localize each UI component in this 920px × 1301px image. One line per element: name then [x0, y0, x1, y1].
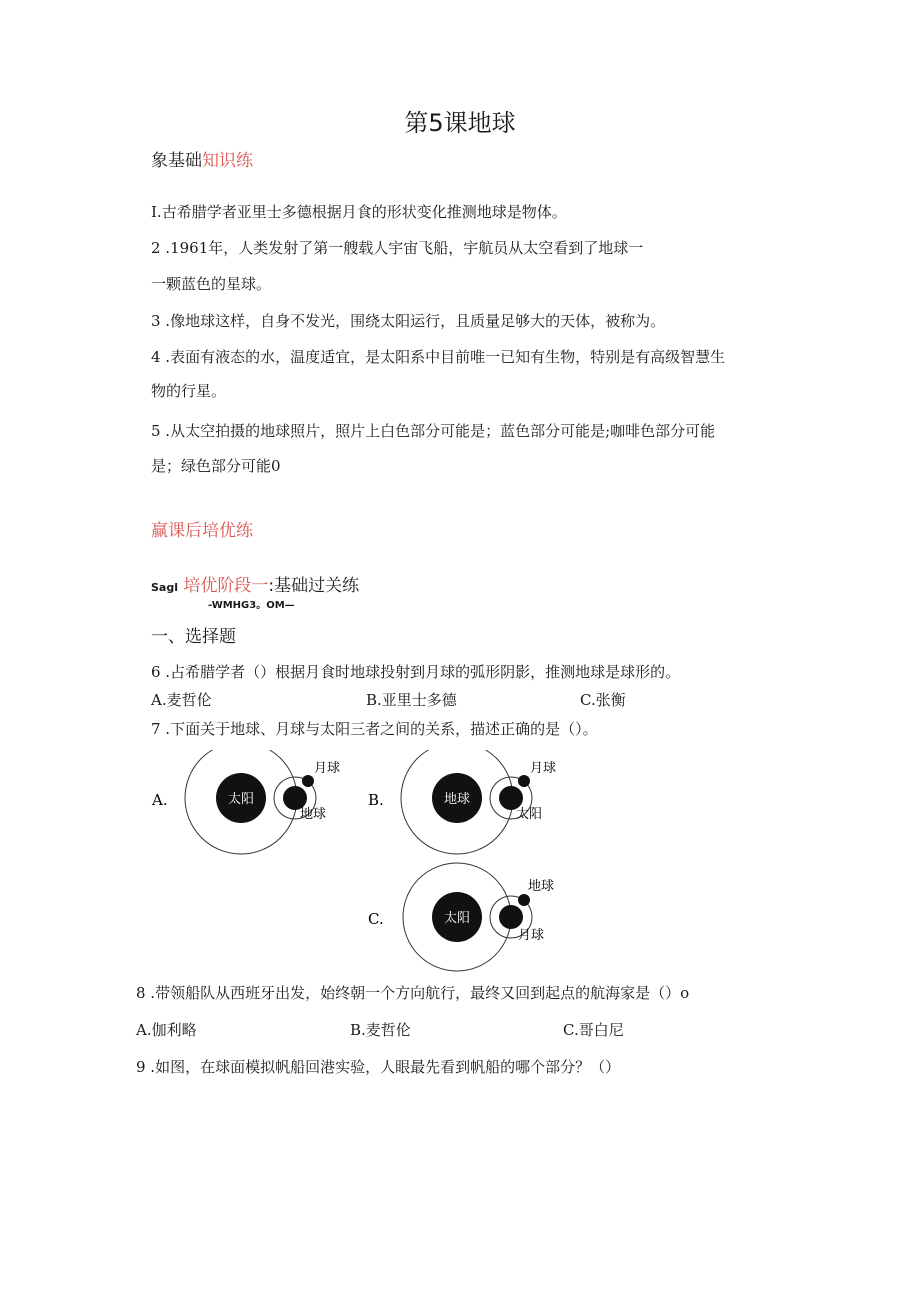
fill-question-3: 3 .像地球这样，自身不发光，围绕太阳运行，且质量足够大的天体，被称为。	[151, 312, 666, 330]
small-body	[518, 894, 530, 906]
figure-b-label: B.	[368, 791, 384, 809]
stage-rest: :基础过关练	[268, 576, 360, 596]
stage-tag: Sagl	[151, 581, 178, 594]
part-one-heading: 一、选择题	[151, 627, 236, 647]
q8-option-a: A.伽利略	[136, 1021, 197, 1039]
q7-figure-b	[366, 750, 576, 860]
stage-heading	[151, 571, 359, 596]
small-body	[302, 775, 314, 787]
section-basic-knowledge	[151, 146, 253, 171]
question-9: 9 .如图，在球面模拟帆船回港实验，人眼最先看到帆船的哪个部分？（）	[136, 1058, 621, 1076]
stage-highlight: 培优阶段一	[183, 576, 269, 596]
fill-question-2-cont: 一颗蓝色的星球。	[151, 275, 272, 293]
center-label: 地球	[443, 792, 471, 807]
section-prefix: 象基础	[151, 151, 202, 171]
center-label: 太阳	[443, 911, 471, 926]
page-title: 第5课地球	[404, 109, 516, 137]
figure-c-label: C.	[368, 910, 384, 928]
q8-option-b: B.麦哲伦	[350, 1021, 411, 1039]
section-highlight: 知识练	[202, 151, 253, 171]
middle-label: 月球	[518, 928, 545, 943]
fill-question-4: 4 .表面有液态的水，温度适宜，是太阳系中目前唯一已知有生物，特别是有高级智慧生	[151, 348, 726, 366]
middle-body	[499, 905, 523, 929]
small-label: 地球	[528, 879, 555, 894]
fill-question-5-cont: 是；绿色部分可能0	[151, 457, 281, 475]
question-7: 7 .下面关于地球、月球与太阳三者之间的关系，描述正确的是（）。	[151, 720, 598, 738]
q7-figure-a	[150, 750, 360, 860]
section-after-class: 赢课后培优练	[151, 521, 253, 541]
fill-question-4-cont: 物的行星。	[151, 382, 227, 400]
small-label: 月球	[530, 761, 557, 776]
middle-label: 太阳	[516, 807, 543, 822]
question-6: 6 .占希腊学者（）根据月食时地球投射到月球的弧形阴影，推测地球是球形的。	[151, 663, 681, 681]
small-label: 月球	[314, 761, 341, 776]
fill-question-2: 2 .1961年，人类发射了第一艘载人宇宙飞船，宇航员从太空看到了地球一	[151, 239, 644, 257]
fill-question-5: 5 .从太空拍摄的地球照片，照片上白色部分可能是；蓝色部分可能是;咖啡色部分可能	[151, 422, 716, 440]
middle-label: 地球	[300, 807, 327, 822]
q6-option-c: C.张衡	[580, 691, 626, 709]
small-body	[518, 775, 530, 787]
q6-option-b: B.亚里士多德	[366, 691, 457, 709]
question-8: 8 .带领船队从西班牙出发，始终朝一个方向航行，最终又回到起点的航海家是（）o	[136, 984, 690, 1002]
stage-subtitle: -WMHG3。OM—	[208, 600, 295, 611]
q8-option-c: C.哥白尼	[563, 1021, 624, 1039]
center-label: 太阳	[227, 792, 255, 807]
fill-question-1: I.古希腊学者亚里士多德根据月食的形状变化推测地球是物体。	[151, 203, 567, 221]
figure-a-label: A.	[152, 791, 168, 809]
q6-option-a: A.麦哲伦	[151, 691, 212, 709]
q7-figure-c	[366, 862, 576, 977]
